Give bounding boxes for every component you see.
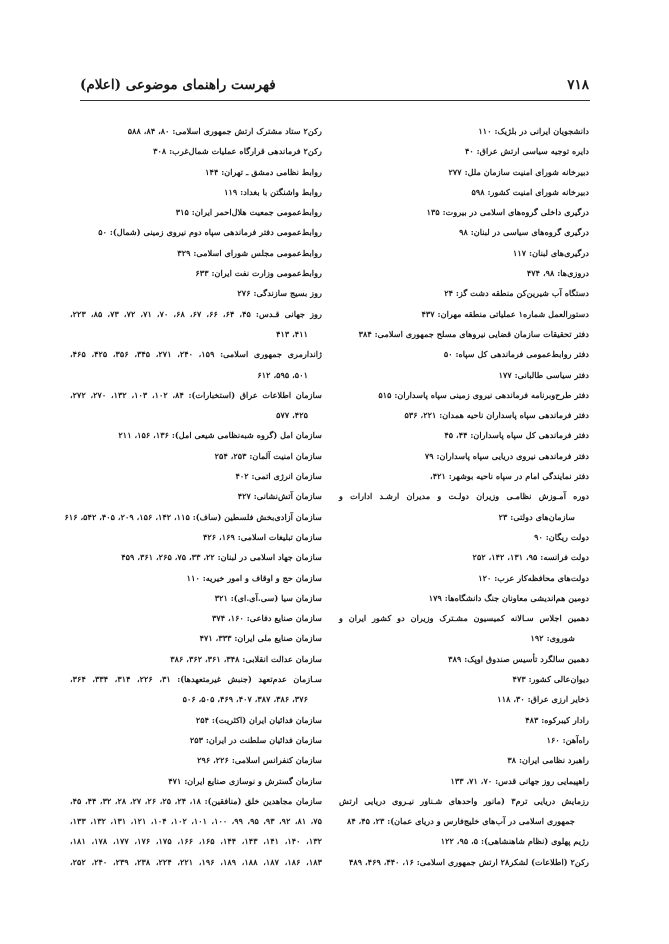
index-entry: درگیری‌های لبنان: ۱۱۷	[513, 247, 589, 258]
index-entry: رژیم پهلوی (نظام شاهنشاهی): ۵، ۹۵، ۱۲۲	[440, 836, 589, 847]
index-entry: دفتر فرماندهی نیروی دریایی سپاه پاسداران: ۷۹	[424, 450, 589, 461]
index-entry: روز بسیج سازندگی: ۲۷۶	[237, 288, 322, 299]
index-entry: دبیرخانه شورای امنیت سازمان ملل: ۲۷۷	[448, 166, 589, 177]
index-entry: رکن۲ ستاد مشترک ارتش جمهوری اسلامی: ۸۰، ۸۴، ۵۸۸	[127, 126, 322, 136]
index-entry: سازمان عدالت انقلابی: ۳۴۸، ۳۶۱، ۳۶۲، ۳۸۶	[170, 653, 322, 664]
index-entry: دفتر تحقیقات سازمان قضایی نیروهای مسلح جمهوری اسلامی: ۳۸۴	[358, 328, 589, 339]
index-entry: دروزی‌ها: ۹۸، ۴۷۴	[526, 268, 589, 279]
index-entry: دفتر نمایندگی امام در سپاه ناحیه بوشهر: ۴۲۱،	[430, 471, 589, 482]
index-column-right	[339, 121, 589, 872]
index-entry: دستورالعمل شماره۱ عملیاتی منطقه مهران: ۴۳۷	[421, 308, 589, 319]
index-entry: ذخایر ارزی عراق: ۳۰، ۱۱۸	[497, 694, 589, 705]
index-entry: درگیری داخلی گروه‌های اسلامی در بیروت: ۱۳۵	[426, 207, 589, 218]
index-entry: راهبرد نظامی ایران: ۳۸	[507, 755, 589, 766]
index-entry: رکن۲ فرماندهی قرارگاه عملیات شمال‌غرب: ۳۰۸	[153, 146, 322, 157]
index-entry: ۱۸۳، ۱۸۶، ۱۸۷، ۱۸۸، ۱۸۹، ۱۹۶، ۲۲۱، ۲۲۴، ۲۳۸، ۲۳۹، ۲۴۰، ۲۵۲،	[70, 856, 323, 867]
index-entry-continuation: ۳۷۶، ۳۸۶، ۳۸۷، ۴۰۷، ۴۶۹، ۵۰۵، ۵۰۶	[182, 694, 308, 705]
index-entry: دیوان‌عالی کشور: ۴۷۳	[512, 674, 589, 685]
page-number: ۷۱۸	[567, 77, 589, 93]
index-entry: رزمایش دریایی ترم۳ (مانور واحدهای شـناور نیـروی دریایی ارتش	[339, 795, 589, 806]
index-entry: ۷۵، ۸۱، ۹۲، ۹۳، ۹۵، ۹۹، ۱۰۰، ۱۰۱، ۱۰۲، ۱۰۴، ۱۲۱، ۱۳۱، ۱۳۲، ۱۳۳،	[70, 816, 323, 827]
header-rule	[80, 100, 590, 101]
index-entry: سازمان فدائیان ایران (اکثریت): ۲۵۴	[195, 714, 322, 725]
index-entry: سازمان انرژی اتمی: ۴۰۲	[235, 471, 322, 482]
index-entry: دانشجویان ایرانی در بلژیک: ۱۱۰	[478, 126, 589, 136]
index-entry: سـازمان عدم‌تعهد (جنبش غیرمتعهدها): ۳۱، ۲۲۶، ۳۱۴، ۳۳۴، ۳۶۴،	[70, 674, 322, 685]
index-entry: روابط نظامی دمشق ـ تهران: ۱۴۴	[205, 166, 322, 177]
index-entry: سازمان کنفرانس اسلامی: ۲۲۶، ۲۹۶	[197, 755, 322, 766]
index-entry: دبیرخانه شورای امنیت کشور: ۵۹۸	[471, 186, 589, 197]
index-entry: دفتر روابط‌عمومی فرماندهی کل سپاه: ۵۰	[443, 349, 589, 360]
index-entry: دهمین اجلاس سـالانه کمیسیون مشـترک وزیران دو کشور ایران و	[339, 613, 589, 624]
index-entry: سازمان صنایع دفاعی: ۱۶۰، ۳۷۴	[212, 613, 322, 624]
index-entry: سازمان تبلیغات اسلامی: ۱۶۹، ۴۲۶	[203, 531, 322, 542]
index-entry: درگیری گروه‌های سیاسی در لبنان: ۹۸	[459, 227, 589, 238]
index-entry: دفتر سیاسی طالبانی: ۱۷۷	[498, 369, 589, 380]
index-entry: دولت‌های محافظه‌کار عرب: ۱۲۰	[478, 572, 589, 583]
index-entry: سازمان اطلاعات عراق (استخبارات): ۸۴، ۱۰۲، ۱۰۳، ۱۳۲، ۲۷۰، ۲۷۲،	[70, 389, 322, 400]
index-entry-continuation: شوروی: ۱۹۲	[530, 633, 575, 644]
index-entry: راهپیمایی روز جهانی قدس: ۷۰، ۷۱، ۱۳۳	[450, 775, 589, 786]
index-entry: روابط‌عمومی جمعیت هلال‌احمر ایران: ۳۱۵	[175, 207, 322, 218]
index-entry: سازمان صنایع ملی ایران: ۳۳۳، ۴۷۱	[199, 633, 322, 644]
index-entry: دومین هم‌اندیشی معاونان جنگ دانشگاه‌ها: ۱۷۹	[428, 592, 589, 603]
index-entry: روابط‌عمومی مجلس شورای اسلامی: ۳۲۹	[177, 247, 322, 258]
index-entry: رادار کیبرکوه: ۴۸۳	[525, 714, 589, 725]
index-entry: روابط‌عمومی دفتر فرماندهی سپاه دوم نیروی زمینی (شمال): ۵۰	[98, 227, 322, 238]
index-entry: سازمان امل (گروه شبه‌نظامی شیعی امل): ۱۳۶، ۱۵۶، ۲۱۱	[118, 430, 322, 441]
index-entry: دفتر طرح‌وبرنامه فرماندهی نیروی زمینی سپاه پاسداران: ۵۱۵	[378, 389, 589, 400]
index-entry-continuation: سازمان‌های دولتی: ۲۳	[498, 511, 575, 522]
index-entry: سازمان گسترش و نوسازی صنایع ایران: ۴۷۱	[168, 775, 322, 786]
index-entry: دستگاه آب شیرین‌کن منطقه دشت گز: ۲۴	[444, 288, 589, 299]
index-entry: سازمان آتش‌نشانی: ۴۲۷	[237, 491, 322, 502]
index-entry: سازمان جهاد اسلامی در لبنان: ۲۲، ۳۳، ۷۵، ۲۶۵، ۳۶۱، ۴۵۹	[121, 552, 322, 563]
index-entry: ۱۳۲، ۱۴۰، ۱۴۱، ۱۴۳، ۱۴۴، ۱۶۵، ۱۶۶، ۱۷۵، ۱۷۶، ۱۷۷، ۱۷۸، ۱۸۱،	[70, 836, 323, 847]
index-entry: سازمان فدائیان سلطنت در ایران: ۲۵۳	[189, 734, 322, 745]
index-entry-continuation: جمهوری اسلامی در آب‌های خلیج‌فارس و دریای عمان): ۲۳، ۴۵، ۸۴	[346, 816, 575, 827]
index-entry: دایره توجیه سیاسی ارتش عراق: ۴۰	[465, 146, 589, 157]
index-entry-continuation: ۴۱۱، ۴۱۳	[276, 328, 308, 339]
index-entry: سازمان حج و اوقاف و امور خیریه: ۱۱۰	[186, 572, 322, 583]
index-entry: راه‌آهن: ۱۶۰	[546, 734, 589, 745]
index-entry: روابط‌عمومی وزارت نفت ایران: ۶۳۳	[195, 268, 322, 279]
index-column-left	[64, 121, 323, 872]
index-entry: دولت ریگان: ۹۰	[534, 531, 589, 542]
index-entry: دفتر فرماندهی سپاه پاسداران ناحیه همدان: ۲۲۱، ۵۳۶	[404, 410, 589, 421]
index-entry: سازمان امنیت آلمان: ۲۵۳، ۲۵۴	[214, 450, 322, 461]
index-entry: سازمان سیا (سی.آی.ای): ۳۲۱	[214, 592, 322, 603]
running-header-title: فهرست راهنمای موضوعی (اعلام)	[80, 77, 276, 93]
index-entry: دولت فرانسه: ۹۵، ۱۳۱، ۱۴۲، ۲۵۲	[472, 552, 589, 563]
index-entry: روز جهانی قـدس: ۴۵، ۶۴، ۶۶، ۶۷، ۶۸، ۷۰، ۷۱، ۷۲، ۷۳، ۸۵، ۲۲۳،	[70, 308, 322, 319]
index-entry: رکن۲ (اطلاعات) لشکر۲۸ ارتش جمهوری اسلامی: ۱۶، ۴۴۰، ۴۶۹، ۴۸۹	[348, 856, 589, 867]
index-entry: روابط واشنگتن با بغداد: ۱۱۹	[224, 186, 322, 197]
index-entry: دوره آمـوزش نظامـی وزیران دولـت و مدیران ارشـد ادارات و	[339, 491, 589, 502]
index-entry: دهمین سالگرد تأسیس صندوق اوپک: ۳۸۹	[448, 653, 589, 664]
index-entry: سازمان آزادی‌بخش فلسطین (ساف): ۱۱۵، ۱۴۲، ۱۵۶، ۲۰۹، ۴۰۵، ۵۴۲، ۶۱۶	[64, 511, 322, 522]
index-entry: دفتر فرماندهی کل سپاه پاسداران: ۴۴، ۴۵	[444, 430, 589, 441]
index-entry-continuation: ۴۲۵، ۵۷۷	[276, 410, 308, 421]
index-entry: سازمان مجاهدین خلق (منافقین): ۱۸، ۲۴، ۲۵، ۲۶، ۲۷، ۲۸، ۳۲، ۴۴، ۴۵،	[70, 795, 323, 806]
index-entry: ژاندارمری جمهوری اسلامی: ۱۵۹، ۲۴۰، ۲۷۱، ۳۴۵، ۳۵۶، ۴۲۵، ۴۶۵،	[70, 349, 322, 360]
index-entry-continuation: ۵۰۱، ۵۹۵، ۶۱۲	[257, 369, 308, 380]
